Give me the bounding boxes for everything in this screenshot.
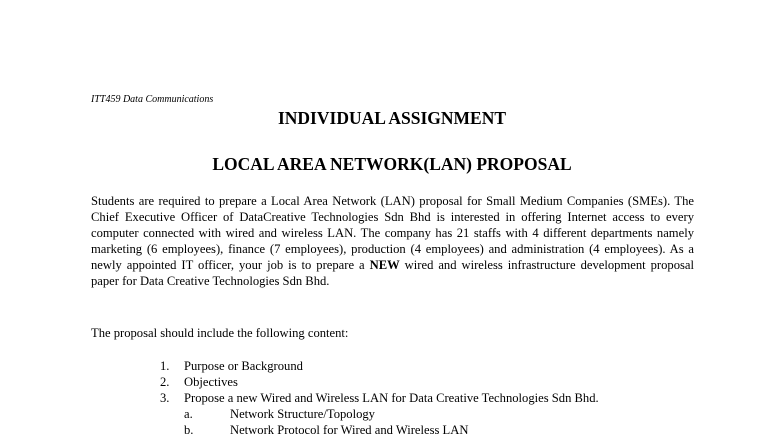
sub-list-letter: a. bbox=[184, 407, 193, 421]
list-item-number: 1. bbox=[160, 359, 170, 373]
proposal-title: LOCAL AREA NETWORK(LAN) PROPOSAL bbox=[212, 154, 572, 174]
sub-list-text: Network Structure/Topology bbox=[230, 407, 375, 421]
list-item-text: Propose a new Wired and Wireless LAN for Data Creative Technologies Sdn Bhd. bbox=[184, 391, 599, 405]
intro-text-1: Students are required to prepare a Local Area Network (LAN) proposal for Small Medium Companies (SMEs). The Chief Executive Officer of DataCreative Technologies Sdn Bhd is interested in offering Internet access to every computer connected with wired and wireless LAN. The company has 21 staffs with 4 different departments namely marketing (6 employees), finance (7 employees), production (4 employees) and administration (4 employees). As a newly appointed IT officer, your job is to prepare a bbox=[91, 194, 694, 272]
intro-text-2: wired and wireless infrastructure development proposal paper for Data Creative Technologies Sdn Bhd. bbox=[91, 258, 694, 288]
content-lead: The proposal should include the following content: bbox=[91, 326, 349, 340]
list-item-text: Objectives bbox=[184, 375, 238, 389]
list-item-text: Purpose or Background bbox=[184, 359, 303, 373]
list-item-number: 2. bbox=[160, 375, 170, 389]
list-item-number: 3. bbox=[160, 391, 170, 405]
list-item bbox=[160, 390, 599, 438]
sub-list-text: Network Protocol for Wired and Wireless LAN bbox=[230, 423, 469, 437]
sub-list-item bbox=[160, 422, 599, 438]
sub-list bbox=[160, 406, 599, 438]
intro-paragraph bbox=[91, 193, 694, 289]
sub-list-letter: b. bbox=[184, 423, 194, 437]
assignment-title: INDIVIDUAL ASSIGNMENT bbox=[277, 108, 507, 128]
sub-list-item bbox=[160, 406, 599, 422]
intro-bold-new: NEW bbox=[369, 258, 400, 272]
content-list bbox=[160, 358, 599, 438]
list-item bbox=[160, 374, 599, 390]
course-header: ITT459 Data Communications bbox=[91, 94, 214, 105]
list-item bbox=[160, 358, 599, 374]
